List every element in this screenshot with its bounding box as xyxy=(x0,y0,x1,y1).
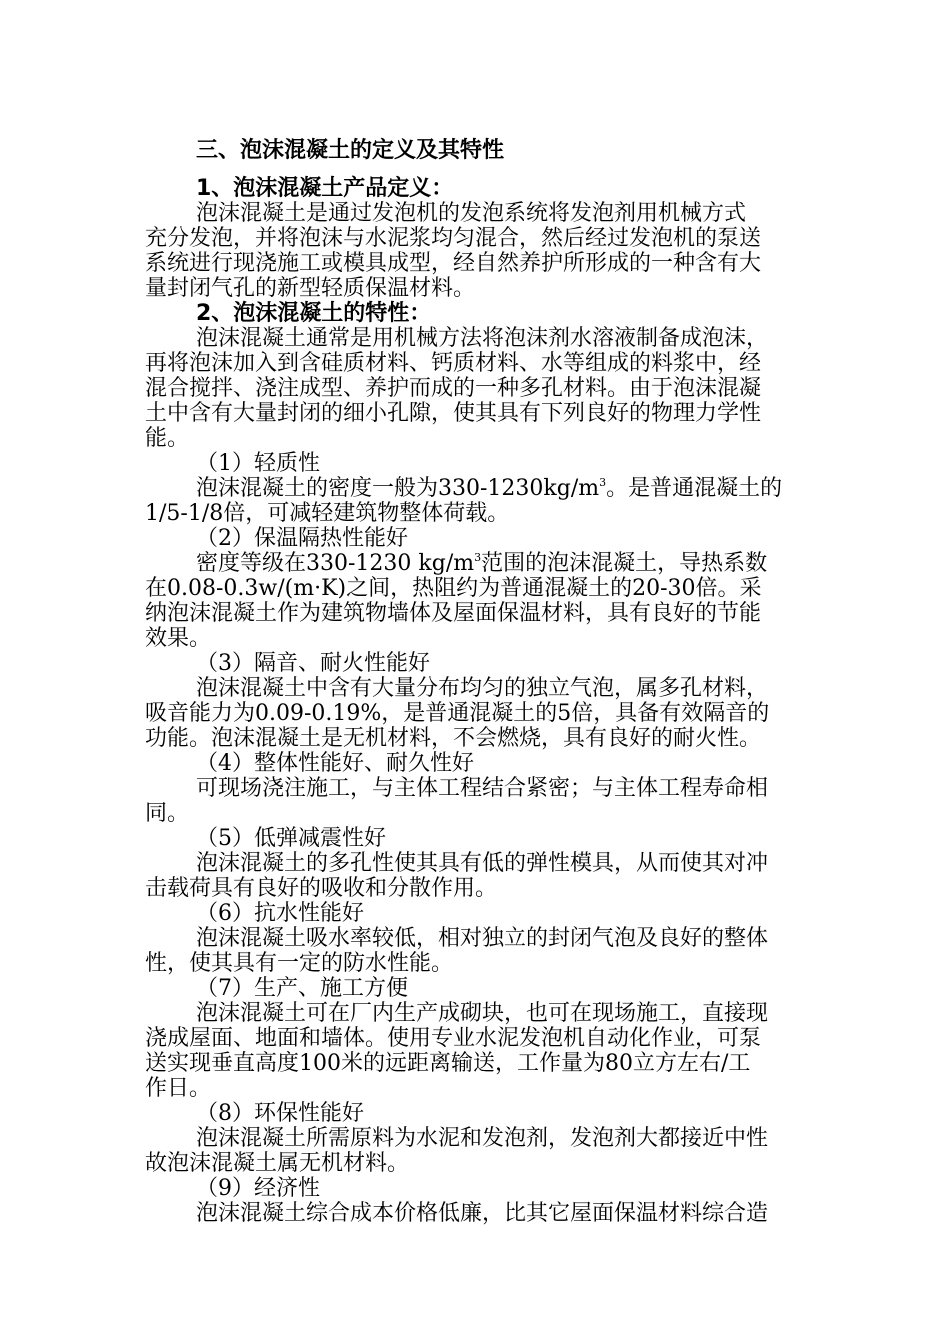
paragraph-line: 泡沫混凝土中含有大量分布均匀的独立气泡，属多孔材料， xyxy=(196,676,769,701)
paragraph-line: 作日。 xyxy=(145,1076,212,1101)
paragraph-line: 泡沫混凝土是通过发泡机的发泡系统将发泡剂用机械方式 xyxy=(196,201,747,226)
paragraph-line: 击载荷具有良好的吸收和分散作用。 xyxy=(145,876,498,901)
property-title-8: （8）环保性能好 xyxy=(196,1101,364,1126)
paragraph-line: 泡沫混凝土通常是用机械方法将泡沫剂水溶液制备成泡沫， xyxy=(196,326,769,351)
property-title-5: （5）低弹减震性好 xyxy=(196,826,386,851)
paragraph-line: 能。 xyxy=(145,426,190,451)
paragraph-line: 1/5-1/8倍，可减轻建筑物整体荷载。 xyxy=(145,501,510,526)
paragraph-line: 量封闭气孔的新型轻质保温材料。 xyxy=(145,276,476,301)
paragraph-line: 功能。泡沫混凝土是无机材料，不会燃烧，具有良好的耐火性。 xyxy=(145,726,762,751)
paragraph-line: 泡沫混凝土吸水率较低，相对独立的封闭气泡及良好的整体 xyxy=(196,926,769,951)
property-title-4: （4）整体性能好、耐久性好 xyxy=(196,751,474,776)
paragraph-line: 可现场浇注施工，与主体工程结合紧密；与主体工程寿命相 xyxy=(196,776,769,801)
section-heading: 三、泡沫混凝土的定义及其特性 xyxy=(196,138,505,163)
superscript: 3 xyxy=(474,551,482,564)
paragraph-line: 密度等级在330-1230 $kg/m^3$范围的泡沫混凝土，导热系数 xyxy=(196,551,768,576)
subsection-title-definition: 1、泡沫混凝土产品定义： xyxy=(196,176,454,201)
property-title-9: （9）经济性 xyxy=(196,1176,320,1201)
paragraph-line: 性，使其具有一定的防水性能。 xyxy=(145,951,454,976)
property-title-3: （3）隔音、耐火性能好 xyxy=(196,651,430,676)
paragraph-line: 浇成屋面、地面和墙体。使用专业水泥发泡机自动化作业，可泵 xyxy=(145,1026,762,1051)
paragraph-line: 泡沫混凝土所需原料为水泥和发泡剂，发泡剂大都接近中性 xyxy=(196,1126,769,1151)
paragraph-line: 送实现垂直高度100米的远距离输送，工作量为80立方左右/工 xyxy=(145,1051,751,1076)
paragraph-line: 土中含有大量封闭的细小孔隙，使其具有下列良好的物理力学性 xyxy=(145,401,762,426)
paragraph-line: 混合搅拌、浇注成型、养护而成的一种多孔材料。由于泡沫混凝 xyxy=(145,376,762,401)
paragraph-line: 故泡沫混凝土属无机材料。 xyxy=(145,1151,410,1176)
property-title-6: （6）抗水性能好 xyxy=(196,901,364,926)
paragraph-line: 在0.08-0.3w/(m·K)之间，热阻约为普通混凝土的20-30倍。采 xyxy=(145,576,762,601)
subsection-title-properties: 2、泡沫混凝土的特性： xyxy=(196,301,432,326)
superscript: 3 xyxy=(599,476,607,489)
paragraph-line: 效果。 xyxy=(145,626,212,651)
property-title-1: （1）轻质性 xyxy=(196,451,320,476)
paragraph-line: 同。 xyxy=(145,801,190,826)
paragraph-line: 吸音能力为0.09-0.19%，是普通混凝土的5倍，具备有效隔音的 xyxy=(145,701,770,726)
paragraph-line: 泡沫混凝土可在厂内生产成砌块，也可在现场施工，直接现 xyxy=(196,1001,769,1026)
paragraph-line: 泡沫混凝土综合成本价格低廉，比其它屋面保温材料综合造 xyxy=(196,1201,769,1226)
paragraph-line: 泡沫混凝土的密度一般为$330-1230kg/m^3$。是普通混凝土的 xyxy=(196,476,783,501)
paragraph-line: 再将泡沫加入到含硅质材料、钙质材料、水等组成的料浆中，经 xyxy=(145,351,762,376)
paragraph-line: 纳泡沫混凝土作为建筑物墙体及屋面保温材料，具有良好的节能 xyxy=(145,601,762,626)
property-title-7: （7）生产、施工方便 xyxy=(196,976,408,1001)
property-title-2: （2）保温隔热性能好 xyxy=(196,526,408,551)
paragraph-line: 泡沫混凝土的多孔性使其具有低的弹性模具，从而使其对冲 xyxy=(196,851,769,876)
paragraph-line: 系统进行现浇施工或模具成型，经自然养护所形成的一种含有大 xyxy=(145,251,762,276)
paragraph-line: 充分发泡，并将泡沫与水泥浆均匀混合，然后经过发泡机的泵送 xyxy=(145,226,762,251)
